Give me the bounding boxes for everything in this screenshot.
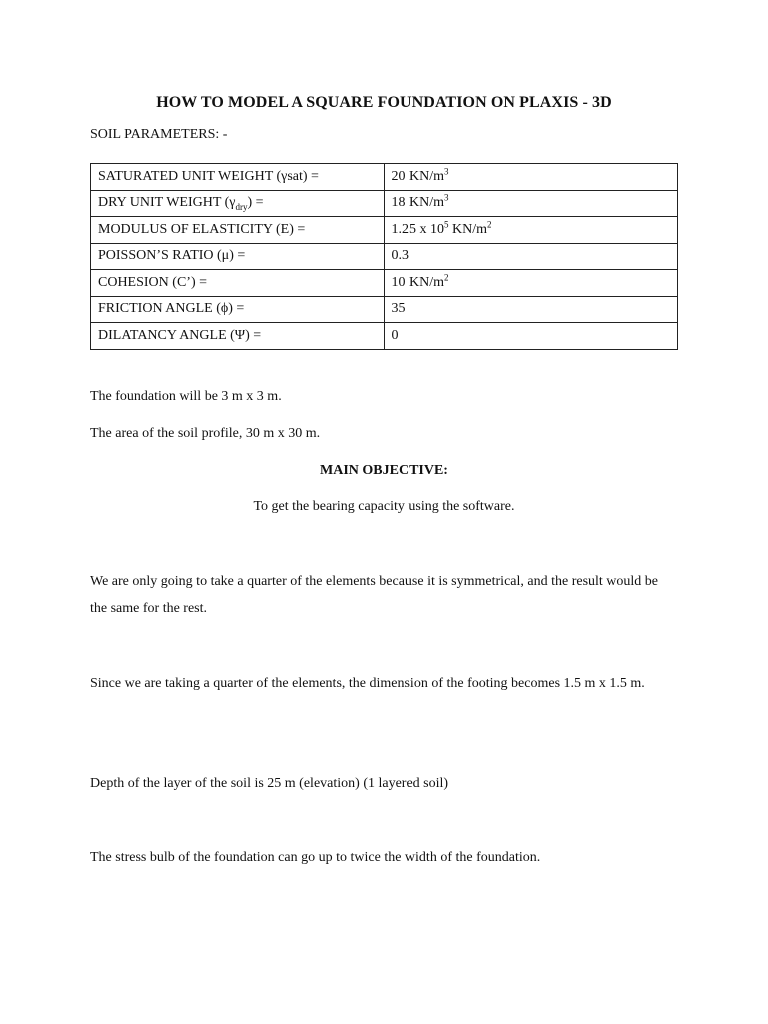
parameter-value: 0.3 xyxy=(384,243,677,270)
parameter-label: POISSON’S RATIO (μ) = xyxy=(91,243,385,270)
table-row xyxy=(91,323,678,350)
soil-depth-text: Depth of the layer of the soil is 25 m (elevation) (1 layered soil) xyxy=(90,776,449,791)
foundation-size-text: The foundation will be 3 m x 3 m. xyxy=(90,389,282,404)
parameter-value: 20 $KN/m^3$ xyxy=(384,164,677,191)
parameter-label: COHESION (C’) = xyxy=(91,270,385,297)
table-row xyxy=(91,243,678,270)
stress-bulb-text: The stress bulb of the foundation can go up to twice the width of the foundation. xyxy=(90,850,541,865)
soil-parameters-heading: SOIL PARAMETERS: - xyxy=(90,127,228,142)
parameter-value: 35 xyxy=(384,296,677,323)
parameter-label: DRY UNIT WEIGHT $(\gamma_{dry})$ = xyxy=(91,190,385,217)
soil-profile-area-text: The area of the soil profile, 30 m x 30 m. xyxy=(90,426,321,441)
parameter-label: FRICTION ANGLE (ϕ) = xyxy=(91,296,385,323)
parameter-value: 0 xyxy=(384,323,677,350)
parameter-label: MODULUS OF ELASTICITY (E) = xyxy=(91,217,385,244)
quarter-elements-paragraph: We are only going to take a quarter of the elements because it is symmetrical, and the result would be the same for the rest. xyxy=(90,574,659,616)
table-row xyxy=(91,164,678,191)
table-row xyxy=(91,217,678,244)
table-row xyxy=(91,296,678,323)
parameter-value: 1.25 x $10^5$ $KN/m^2$ xyxy=(384,217,677,244)
footing-dimension-paragraph: Since we are taking a quarter of the elements, the dimension of the footing becomes 1.5 m x 1.5 m. xyxy=(90,676,645,691)
table-row xyxy=(91,270,678,297)
main-objective-heading: MAIN OBJECTIVE: xyxy=(320,463,448,478)
soil-parameters-table xyxy=(90,163,678,350)
parameter-value: 10 $KN/m^2$ xyxy=(384,270,677,297)
table-row xyxy=(91,190,678,217)
parameter-label: DILATANCY ANGLE (Ψ) = xyxy=(91,323,385,350)
parameter-value: 18 $KN/m^3$ xyxy=(384,190,677,217)
parameter-label: SATURATED UNIT WEIGHT (γsat) = xyxy=(91,164,385,191)
main-objective-text: To get the bearing capacity using the software. xyxy=(253,499,515,514)
document-title: HOW TO MODEL A SQUARE FOUNDATION ON PLAXIS - 3D xyxy=(156,94,612,111)
